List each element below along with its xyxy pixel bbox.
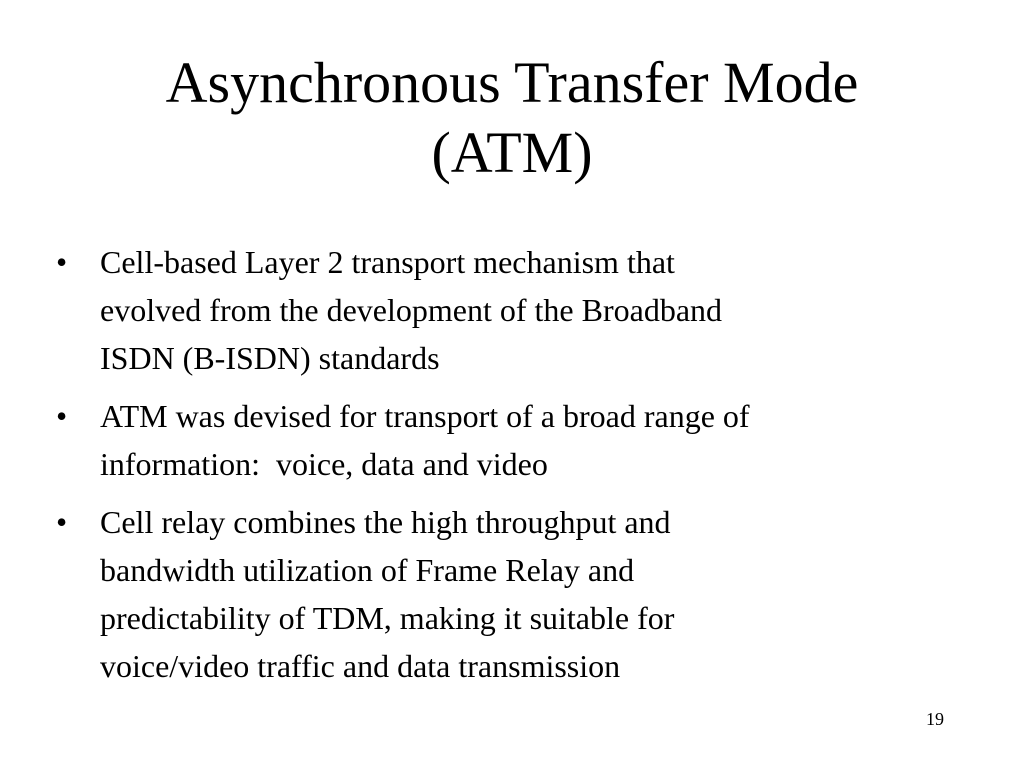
bullet-line: ATM was devised for transport of a broad range of: [100, 398, 750, 434]
page-number: 19: [926, 709, 944, 729]
bullet-marker: •: [56, 398, 68, 434]
bullet-text: [100, 238, 936, 382]
bullet-marker: •: [56, 244, 68, 280]
bullet-line: Cell relay combines the high throughput and: [100, 504, 671, 540]
bullet-line: ISDN (B-ISDN) standards: [100, 340, 440, 376]
bullet-line: bandwidth utilization of Frame Relay and: [100, 552, 635, 588]
bullet-text: [100, 392, 936, 488]
slide-title-line: (ATM): [431, 120, 593, 185]
bullet-line: information: voice, data and video: [100, 446, 548, 482]
bullet-line: Cell-based Layer 2 transport mechanism that: [100, 244, 675, 280]
bullet-marker: •: [56, 504, 68, 540]
bullet-item: [56, 392, 936, 488]
bullet-text: [100, 498, 936, 690]
bullet-line: voice/video traffic and data transmission: [100, 648, 621, 684]
bullet-item: [56, 238, 936, 382]
bullet-line: evolved from the development of the Broadband: [100, 292, 723, 328]
slide-title-line: Asynchronous Transfer Mode: [165, 50, 859, 115]
bullet-line: predictability of TDM, making it suitable for: [100, 600, 675, 636]
bullet-list: [56, 238, 936, 700]
slide-title: [0, 48, 1024, 188]
bullet-item: [56, 498, 936, 690]
